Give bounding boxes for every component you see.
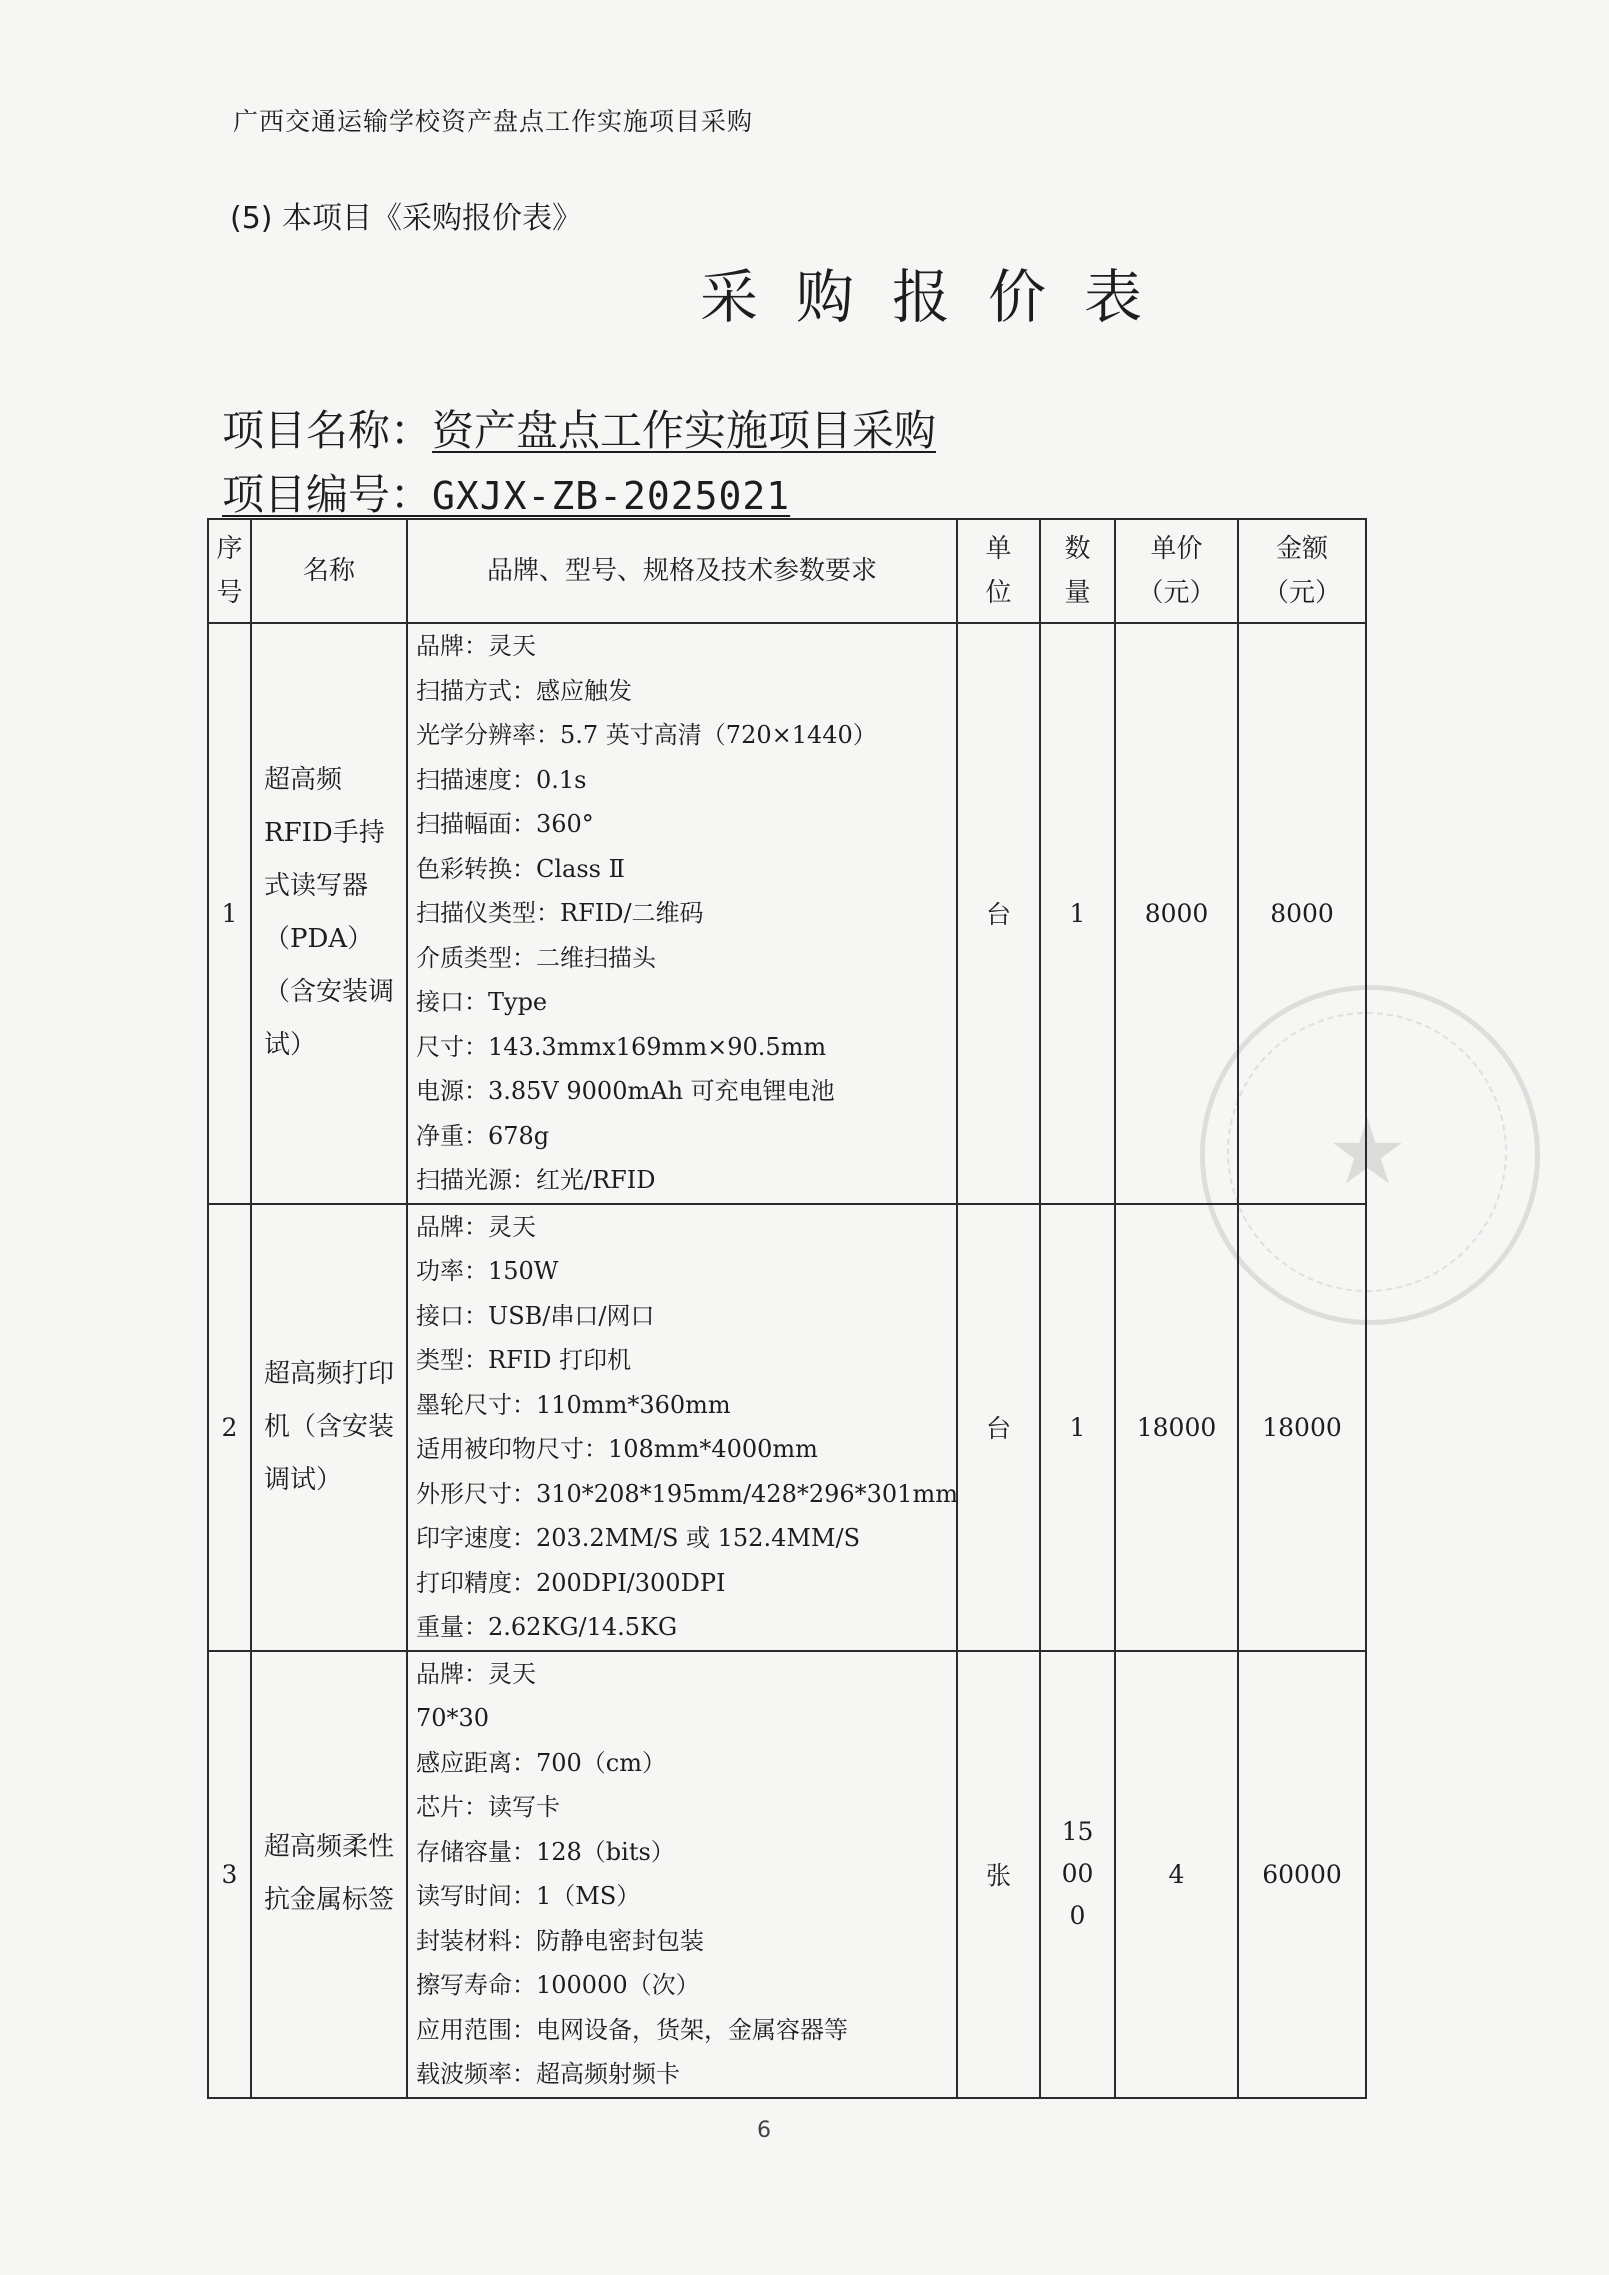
table-header-row	[208, 519, 1366, 623]
item-amount: 60000	[1238, 1651, 1366, 2098]
spec-line: 光学分辨率：5.7 英寸高清（720×1440）	[416, 721, 877, 749]
spec-line: 品牌：灵天	[416, 1212, 536, 1241]
project-number-value: GXJX-ZB-2025021	[432, 474, 791, 518]
spec-line: 芯片：读写卡	[416, 1793, 560, 1821]
spec-line: 感应距离：700（cm）	[416, 1748, 667, 1777]
item-unit: 台	[957, 623, 1040, 1204]
item-quantity: 15000	[1040, 1651, 1115, 2098]
table-row	[208, 1651, 1366, 2098]
row-number: 2	[208, 1204, 251, 1651]
spec-line: 接口：USB/串口/网口	[416, 1301, 655, 1330]
item-spec-list	[407, 1651, 957, 2098]
project-name-value: 资产盘点工作实施项目采购	[432, 406, 937, 455]
column-header-unit: 单位	[957, 519, 1040, 623]
project-number-label: 项目编号：	[222, 470, 433, 519]
spec-line: 扫描速度：0.1s	[416, 765, 587, 794]
spec-line: 尺寸：143.3mmx169mm×90.5mm	[416, 1032, 827, 1061]
item-unit: 张	[957, 1651, 1040, 2098]
spec-line: 扫描仪类型：RFID/二维码	[416, 899, 704, 927]
spec-line: 重量：2.62KG/14.5KG	[416, 1613, 678, 1641]
spec-line: 读写时间：1（MS）	[416, 1882, 641, 1910]
spec-line: 擦写寿命：100000（次）	[416, 1971, 700, 1999]
item-name: 超高频柔性抗金属标签	[251, 1651, 407, 2098]
seal-star-icon: ★	[1327, 1100, 1408, 1205]
column-header-no: 序号	[208, 519, 251, 623]
column-header-spec: 品牌、型号、规格及技术参数要求	[407, 519, 957, 623]
project-name-line	[222, 398, 936, 458]
item-quantity: 1	[1040, 1204, 1115, 1651]
table-row	[208, 1204, 1366, 1651]
table-row	[208, 623, 1366, 1204]
column-header-name: 名称	[251, 519, 407, 623]
project-number-line	[222, 462, 790, 522]
item-amount: 8000	[1238, 623, 1366, 1204]
spec-line: 品牌：灵天	[416, 632, 536, 660]
spec-line: 应用范围：电网设备，货架，金属容器等	[416, 2015, 848, 2044]
project-name-label: 项目名称：	[222, 406, 433, 455]
spec-line: 电源：3.85V 9000mAh 可充电锂电池	[416, 1077, 835, 1105]
column-header-qty: 数量	[1040, 519, 1115, 623]
page-number: 6	[757, 2118, 771, 2143]
item-amount: 18000	[1238, 1204, 1366, 1651]
spec-line: 墨轮尺寸：110mm*360mm	[416, 1390, 731, 1419]
spec-line: 品牌：灵天	[416, 1659, 536, 1688]
section-intro: (5) 本项目《采购报价表》	[230, 201, 583, 236]
item-unit: 台	[957, 1204, 1040, 1651]
running-header: 广西交通运输学校资产盘点工作实施项目采购	[233, 107, 754, 136]
quotation-table	[207, 518, 1367, 2099]
spec-line: 打印精度：200DPI/300DPI	[416, 1568, 726, 1597]
document-title: 采购报价表	[700, 263, 1181, 331]
column-header-amount: 金额（元）	[1238, 519, 1366, 623]
spec-line: 载波频率：超高频射频卡	[416, 2060, 680, 2088]
spec-line: 外形尺寸：310*208*195mm/428*296*301mm	[416, 1479, 958, 1508]
item-unit-price: 8000	[1115, 623, 1238, 1204]
item-quantity: 1	[1040, 623, 1115, 1204]
item-name: 超高频打印机（含安装调试）	[251, 1204, 407, 1651]
spec-line: 扫描幅面：360°	[416, 810, 594, 838]
item-spec-list	[407, 623, 957, 1204]
spec-line: 接口：Type	[416, 988, 548, 1016]
spec-line: 封装材料：防静电密封包装	[416, 1926, 704, 1955]
row-number: 3	[208, 1651, 251, 2098]
spec-line: 适用被印物尺寸：108mm*4000mm	[416, 1435, 818, 1463]
item-unit-price: 4	[1115, 1651, 1238, 2098]
spec-line: 扫描光源：红光/RFID	[416, 1166, 656, 1194]
item-spec-list	[407, 1204, 957, 1651]
spec-line: 70*30	[416, 1704, 490, 1732]
spec-line: 功率：150W	[416, 1257, 559, 1285]
column-header-price: 单价（元）	[1115, 519, 1238, 623]
spec-line: 介质类型：二维扫描头	[416, 943, 656, 972]
row-number: 1	[208, 623, 251, 1204]
spec-line: 类型：RFID 打印机	[416, 1346, 632, 1374]
spec-line: 扫描方式：感应触发	[416, 676, 632, 705]
item-name: 超高频RFID手持式读写器（PDA）（含安装调试）	[251, 623, 407, 1204]
item-unit-price: 18000	[1115, 1204, 1238, 1651]
spec-line: 印字速度：203.2MM/S 或 152.4MM/S	[416, 1524, 861, 1552]
spec-line: 存储容量：128（bits）	[416, 1837, 675, 1866]
spec-line: 净重：678g	[416, 1121, 550, 1150]
spec-line: 色彩转换：Class Ⅱ	[416, 854, 625, 883]
